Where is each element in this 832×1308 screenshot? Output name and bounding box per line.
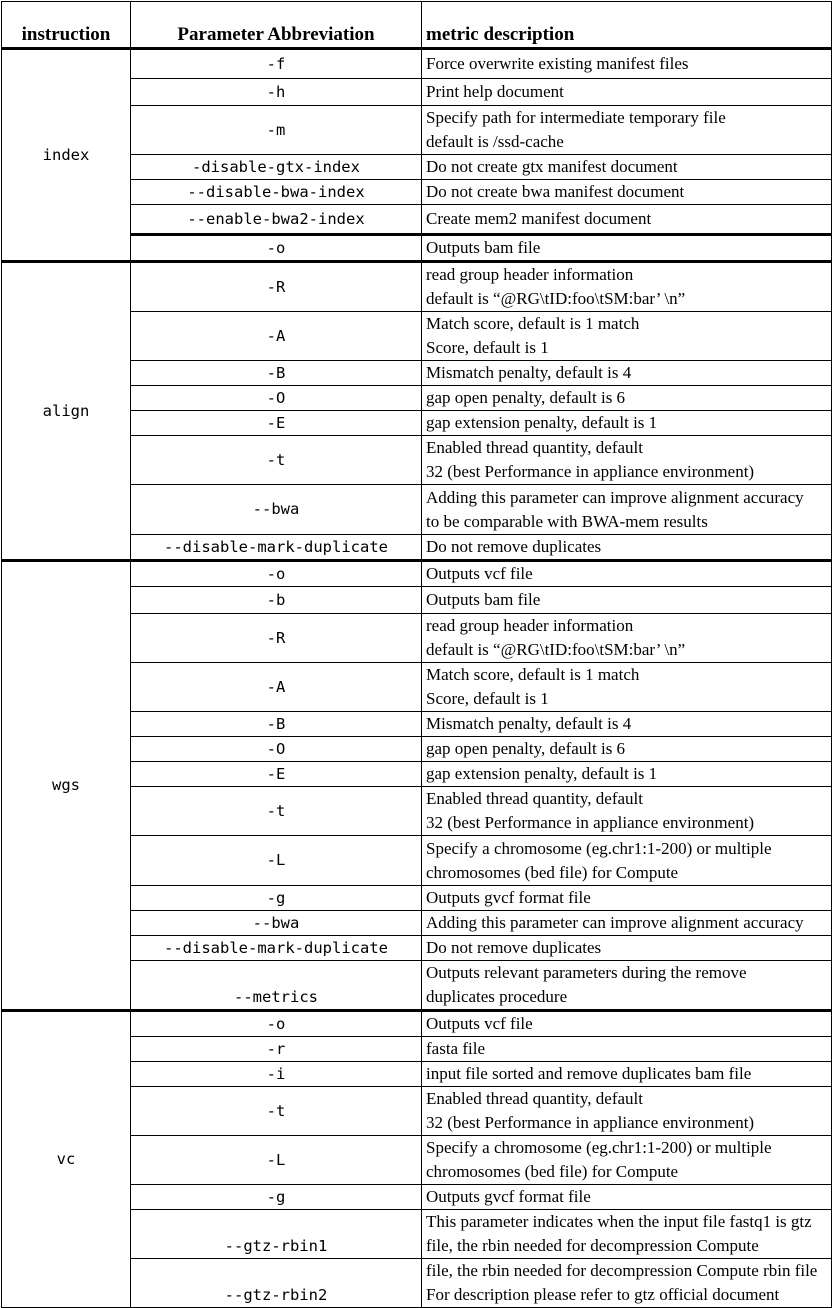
description-cell bbox=[422, 762, 832, 787]
description-line: gap extension penalty, default is 1 bbox=[426, 764, 658, 783]
parameter-cell: -m bbox=[131, 106, 422, 155]
parameter-cell: -t bbox=[131, 436, 422, 485]
description-cell bbox=[422, 312, 832, 361]
description-cell bbox=[422, 961, 832, 1011]
description-line: Match score, default is 1 match bbox=[426, 665, 640, 684]
description-cell bbox=[422, 106, 832, 155]
instruction-cell-index: index bbox=[2, 49, 131, 262]
description-line: Mismatch penalty, default is 4 bbox=[426, 714, 632, 733]
description-cell bbox=[422, 787, 832, 836]
description-line: Outputs gvcf format file bbox=[426, 1187, 591, 1206]
parameter-cell: -B bbox=[131, 712, 422, 737]
parameter-cell: -o bbox=[131, 235, 422, 262]
description-line: Match score, default is 1 match bbox=[426, 314, 640, 333]
instruction-cell-wgs: wgs bbox=[2, 561, 131, 1011]
description-line: Outputs bam file bbox=[426, 590, 541, 609]
table-body bbox=[2, 49, 832, 1308]
description-line: Outputs gvcf format file bbox=[426, 888, 591, 907]
description-line: default is “@RG\tID:foo\tSM:bar’ \n” bbox=[426, 640, 686, 659]
description-line: Adding this parameter can improve alignment accuracy bbox=[426, 913, 804, 932]
parameter-cell: -L bbox=[131, 1136, 422, 1185]
description-line: input file sorted and remove duplicates bam file bbox=[426, 1064, 752, 1083]
description-line: Adding this parameter can improve alignment accuracy bbox=[426, 487, 804, 507]
description-cell bbox=[422, 737, 832, 762]
description-cell bbox=[422, 1062, 832, 1087]
description-line: Outputs bam file bbox=[426, 238, 541, 257]
description-line: Score, default is 1 bbox=[426, 338, 549, 357]
parameter-cell: -O bbox=[131, 737, 422, 762]
parameter-cell: -A bbox=[131, 663, 422, 712]
description-cell bbox=[422, 1087, 832, 1136]
description-line: Score, default is 1 bbox=[426, 689, 549, 708]
description-line: Do not create bwa manifest document bbox=[426, 182, 685, 201]
description-line: default is “@RG\tID:foo\tSM:bar’ \n” bbox=[426, 289, 686, 308]
description-cell bbox=[422, 836, 832, 886]
description-line: file, the rbin needed for decompression Compute bbox=[426, 1236, 759, 1255]
description-cell bbox=[422, 614, 832, 663]
description-line: read group header information bbox=[426, 616, 634, 635]
description-cell bbox=[422, 262, 832, 312]
instruction-cell-vc: vc bbox=[2, 1011, 131, 1308]
parameter-cell: -t bbox=[131, 787, 422, 836]
description-line: Specify a chromosome (eg.chr1:1-200) or multiple bbox=[426, 1138, 772, 1157]
parameter-cell: --disable-bwa-index bbox=[131, 180, 422, 205]
table-row bbox=[2, 561, 832, 587]
parameter-cell: --gtz-rbin1 bbox=[131, 1210, 422, 1259]
description-cell bbox=[422, 587, 832, 614]
description-line: chromosomes (bed file) for Compute bbox=[426, 1162, 679, 1181]
description-cell bbox=[422, 663, 832, 712]
description-cell bbox=[422, 79, 832, 106]
description-cell bbox=[422, 180, 832, 205]
parameter-cell: --bwa bbox=[131, 485, 422, 535]
parameter-cell: -R bbox=[131, 262, 422, 312]
parameter-cell: -R bbox=[131, 614, 422, 663]
description-cell bbox=[422, 386, 832, 411]
description-cell bbox=[422, 155, 832, 180]
description-line: Specify a chromosome (eg.chr1:1-200) or multiple bbox=[426, 838, 772, 858]
description-cell bbox=[422, 1210, 832, 1259]
parameter-cell: -g bbox=[131, 886, 422, 911]
description-line: Enabled thread quantity, default bbox=[426, 438, 643, 457]
parameter-cell: -i bbox=[131, 1062, 422, 1087]
description-line: Do not remove duplicates bbox=[426, 938, 602, 957]
parameter-cell: -g bbox=[131, 1185, 422, 1210]
description-line: gap open penalty, default is 6 bbox=[426, 739, 626, 758]
description-line: Mismatch penalty, default is 4 bbox=[426, 363, 632, 382]
parameter-table bbox=[1, 1, 832, 1308]
description-cell bbox=[422, 936, 832, 961]
description-cell bbox=[422, 1037, 832, 1062]
description-cell bbox=[422, 1011, 832, 1037]
description-line: 32 (best Performance in appliance environment) bbox=[426, 1113, 755, 1132]
description-line: read group header information bbox=[426, 265, 634, 284]
description-line: Do not create gtx manifest document bbox=[426, 157, 678, 176]
description-cell bbox=[422, 485, 832, 535]
table-row bbox=[2, 1011, 832, 1037]
parameter-cell: -A bbox=[131, 312, 422, 361]
parameter-cell: -B bbox=[131, 361, 422, 386]
parameter-cell: -disable-gtx-index bbox=[131, 155, 422, 180]
header-parameter-abbreviation: Parameter Abbreviation bbox=[131, 2, 422, 49]
parameter-cell: -f bbox=[131, 49, 422, 79]
description-line: Enabled thread quantity, default bbox=[426, 1089, 643, 1108]
parameter-cell: --enable-bwa2-index bbox=[131, 205, 422, 235]
description-cell bbox=[422, 535, 832, 561]
description-cell bbox=[422, 205, 832, 235]
description-line: For description please refer to gtz official document bbox=[426, 1285, 780, 1304]
description-cell bbox=[422, 235, 832, 262]
description-line: default is /ssd-cache bbox=[426, 132, 564, 151]
description-cell bbox=[422, 712, 832, 737]
header-metric-description: metric description bbox=[422, 2, 832, 49]
description-line: chromosomes (bed file) for Compute bbox=[426, 862, 679, 882]
description-line: 32 (best Performance in appliance environment) bbox=[426, 462, 755, 481]
description-line: Specify path for intermediate temporary file bbox=[426, 108, 726, 127]
description-line: gap extension penalty, default is 1 bbox=[426, 413, 658, 432]
description-line: file, the rbin needed for decompression Compute rbin file bbox=[426, 1261, 818, 1280]
header-instruction: instruction bbox=[2, 2, 131, 49]
description-line: to be comparable with BWA-mem results bbox=[426, 511, 708, 531]
parameter-cell: -r bbox=[131, 1037, 422, 1062]
parameter-cell: -h bbox=[131, 79, 422, 106]
description-cell bbox=[422, 1185, 832, 1210]
description-cell bbox=[422, 411, 832, 436]
description-line: Print help document bbox=[426, 82, 564, 101]
description-line: gap open penalty, default is 6 bbox=[426, 388, 626, 407]
parameter-cell: --metrics bbox=[131, 961, 422, 1011]
description-line: Enabled thread quantity, default bbox=[426, 789, 643, 808]
table-row bbox=[2, 262, 832, 312]
parameter-cell: --gtz-rbin2 bbox=[131, 1259, 422, 1308]
description-cell bbox=[422, 1136, 832, 1185]
description-line: Force overwrite existing manifest files bbox=[426, 54, 689, 73]
instruction-cell-align: align bbox=[2, 262, 131, 561]
parameter-cell: --bwa bbox=[131, 911, 422, 936]
parameter-cell: -t bbox=[131, 1087, 422, 1136]
parameter-cell: -E bbox=[131, 762, 422, 787]
description-cell bbox=[422, 561, 832, 587]
parameter-cell: -L bbox=[131, 836, 422, 886]
parameter-cell: -E bbox=[131, 411, 422, 436]
description-line: 32 (best Performance in appliance environment) bbox=[426, 813, 755, 832]
description-cell bbox=[422, 886, 832, 911]
description-line: Do not remove duplicates bbox=[426, 537, 602, 556]
description-line: Outputs vcf file bbox=[426, 1014, 533, 1033]
parameter-cell: --disable-mark-duplicate bbox=[131, 535, 422, 561]
parameter-cell: -o bbox=[131, 561, 422, 587]
table-row bbox=[2, 49, 832, 79]
parameter-cell: -b bbox=[131, 587, 422, 614]
description-line: Create mem2 manifest document bbox=[426, 209, 652, 228]
description-cell bbox=[422, 1259, 832, 1308]
parameter-cell: -O bbox=[131, 386, 422, 411]
header-row bbox=[2, 2, 832, 49]
description-line: This parameter indicates when the input file fastq1 is gtz bbox=[426, 1212, 812, 1231]
description-line: fasta file bbox=[426, 1039, 485, 1058]
description-cell bbox=[422, 49, 832, 79]
description-cell bbox=[422, 361, 832, 386]
description-cell bbox=[422, 436, 832, 485]
description-line: Outputs relevant parameters during the remove bbox=[426, 963, 747, 982]
parameter-cell: --disable-mark-duplicate bbox=[131, 936, 422, 961]
description-line: duplicates procedure bbox=[426, 987, 568, 1006]
description-cell bbox=[422, 911, 832, 936]
parameter-cell: -o bbox=[131, 1011, 422, 1037]
description-line: Outputs vcf file bbox=[426, 564, 533, 583]
